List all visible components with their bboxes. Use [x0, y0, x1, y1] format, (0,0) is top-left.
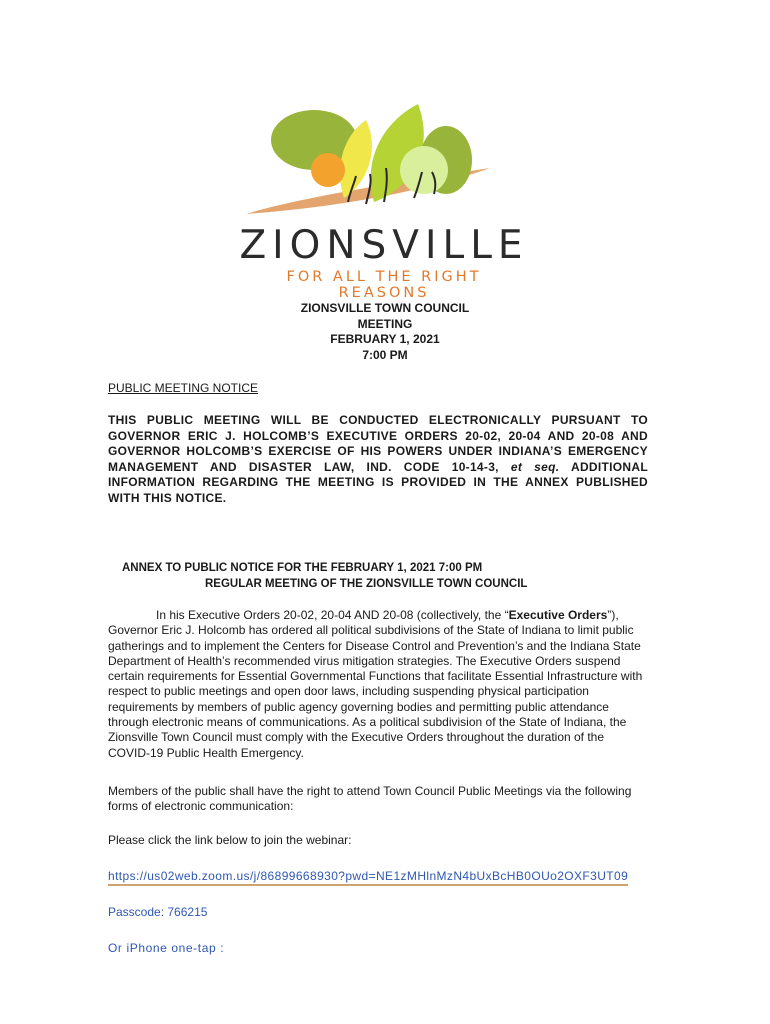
electronic-meeting-notice	[108, 413, 648, 506]
header-council: ZIONSVILLE TOWN COUNCIL	[300, 301, 470, 315]
annex-title-line1: ANNEX TO PUBLIC NOTICE FOR THE FEBRUARY 1, 2021 7:00 PM	[122, 562, 483, 574]
zionsville-logo	[238, 98, 530, 301]
executive-orders-paragraph	[108, 608, 648, 761]
caps-text-part1: THIS PUBLIC MEETING WILL BE CONDUCTED ELECTRONICALLY PURSUANT TO GOVERNOR ERIC J. HOLCOMB’S EXECUTIVE ORDERS 20-02, 20-04 AND 20-08 AND GOVERNOR HOLCOMB’S EXERCISE OF HIS POWERS UNDER INDIANA’S EMERGENCY MANAGEMENT AND DISASTER LAW, IND. CODE 10-14-3,	[108, 413, 648, 474]
header-meeting: MEETING	[357, 316, 413, 331]
logo-tagline: FOR ALL THE RIGHT REASONS	[286, 269, 482, 301]
annex-title	[108, 561, 648, 592]
iphone-one-tap-label: Or iPhone one-tap :	[108, 941, 225, 955]
webinar-link[interactable]: https://us02web.zoom.us/j/86899668930?pwd=NE1zMHlnMzN4bUxBcHB0OUo2OXF3UT09	[108, 869, 628, 886]
passcode-text: Passcode: 766215	[108, 905, 208, 919]
caps-text-part2: ADDITIONAL INFORMATION REGARDING THE MEETING IS PROVIDED IN THE ANNEX PUBLISHED WITH THIS NOTICE.	[108, 459, 648, 505]
header-date: FEBRUARY 1, 2021	[330, 332, 440, 346]
p1-before: In his Executive Orders 20-02, 20-04 AND 20-08 (collectively, the “	[156, 608, 509, 622]
p1-after: ”), Governor Eric J. Holcomb has ordered all political subdivisions of the State of Indiana to limit public gatherings and to implement the Centers for Disease Control and Prevention’s and the Indiana State Department of Health’s recommended virus mitigation strategies. The Executive Orders suspend certain requirements for Essential Governmental Functions that facilitate Essential Infrastructure with respect to public meetings and open door laws, including suspending physical participation requirements by members of public agency governing bodies and permitting public attendance through electronic means of communications. As a political subdivision of the State of Indiana, the Zionsville Town Council must comply with the Executive Orders throughout the duration of the COVID-19 Public Health Emergency.	[108, 608, 643, 760]
trees-logo-icon	[238, 98, 530, 223]
p1-bold: Executive Orders	[508, 608, 608, 622]
public-meeting-notice-heading: PUBLIC MEETING NOTICE	[108, 381, 259, 395]
header-time: 7:00 PM	[362, 347, 408, 362]
webinar-instruction: Please click the link below to join the webinar:	[108, 833, 352, 847]
logo-wordmark: ZIONSVILLE	[239, 223, 529, 268]
caps-text-italic: et seq.	[510, 459, 560, 474]
meeting-header	[0, 301, 770, 363]
attendance-paragraph: Members of the public shall have the right to attend Town Council Public Meetings via the following forms of electronic communication:	[108, 784, 632, 814]
annex-title-line2: REGULAR MEETING OF THE ZIONSVILLE TOWN COUNCIL	[205, 577, 528, 590]
